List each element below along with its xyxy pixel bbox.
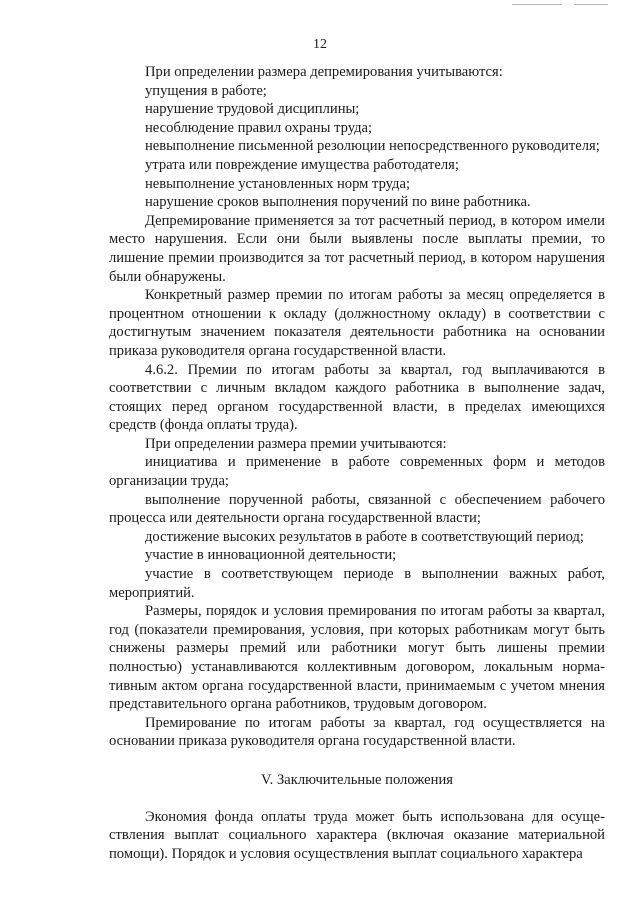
paragraph: Размеры, порядок и условия премирования по итогам работы за квартал, год (показатели премирования, условия, при которых работникам могут быть снижены размеры премий или работники могут быть лишены премии полностью) устанавливаются коллективным договором, локальным нормативным актом органа государственной власти, принимаемым с учетом мнения представительного органа работников, трудовым договором. [109,603,605,713]
list-item: утрата или повреждение имущества работодателя; [145,156,459,173]
paragraph: Конкретный размер премии по итогам работы за месяц определяется в процентном отношении к окладу (должностному окладу) в соответствии с достигнутым значением показателя деятельности работника на основании приказа руководителя органа государственной власти. [109,287,605,359]
list-item: невыполнение установленных норм труда; [145,175,411,192]
list-item: нарушение трудовой дисциплины; [145,101,360,118]
scan-artifact-line [574,4,608,5]
scan-artifact-line [512,4,562,5]
list-item: инициатива и применение в работе современных форм и методов организации труда; [109,454,605,490]
list-item: нарушение сроков выполнения поручений по вине работника. [145,194,531,211]
list-item: несоблюдение правил охраны труда; [145,119,373,136]
section-heading: V. Заключительные положения [261,771,453,788]
paragraph: При определении размера премии учитываются: [145,435,447,452]
paragraph: 4.6.2. Премии по итогам работы за квартал, год выплачиваются в соответствии с личным вкладом каждого работника в выполнение задач, стоящих перед органом государственной власти, в пределах имеющихся средств (фонда оплаты труда). [109,361,605,434]
list-item: невыполнение письменной резолюции непосредственного руководителя; [145,138,600,155]
paragraph: Экономия фонда оплаты труда может быть использована для осуществления выплат социального характера (включая оказание материальной помощи). Порядок и условия осуществления выплат социального характера [109,808,605,862]
list-item: выполнение порученной работы, связанной с обеспечением рабочего процесса или деятельности органа государственной власти; [109,491,605,527]
list-item: участие в инновационной деятельности; [145,547,397,564]
paragraph: При определении размера депремирования учитываются: [145,64,503,80]
list-item: достижение высоких результатов в работе в соответствующий период; [145,528,584,545]
paragraph: Депремирование применяется за тот расчетный период, в котором имели место нарушения. Если они были выявлены после выплаты премии, то лишение премии производится за тот расчетный период, в котором нарушения были обнаружены. [109,212,605,285]
document-body [109,63,605,863]
paragraph: Премирование по итогам работы за квартал, год осуществляется на основании приказа руководителя органа государственной власти. [109,714,605,750]
page-number: 12 [313,37,327,52]
list-item: упущения в работе; [145,82,267,99]
list-item: участие в соответствующем периоде в выполнении важных работ, мероприятий. [109,566,605,601]
